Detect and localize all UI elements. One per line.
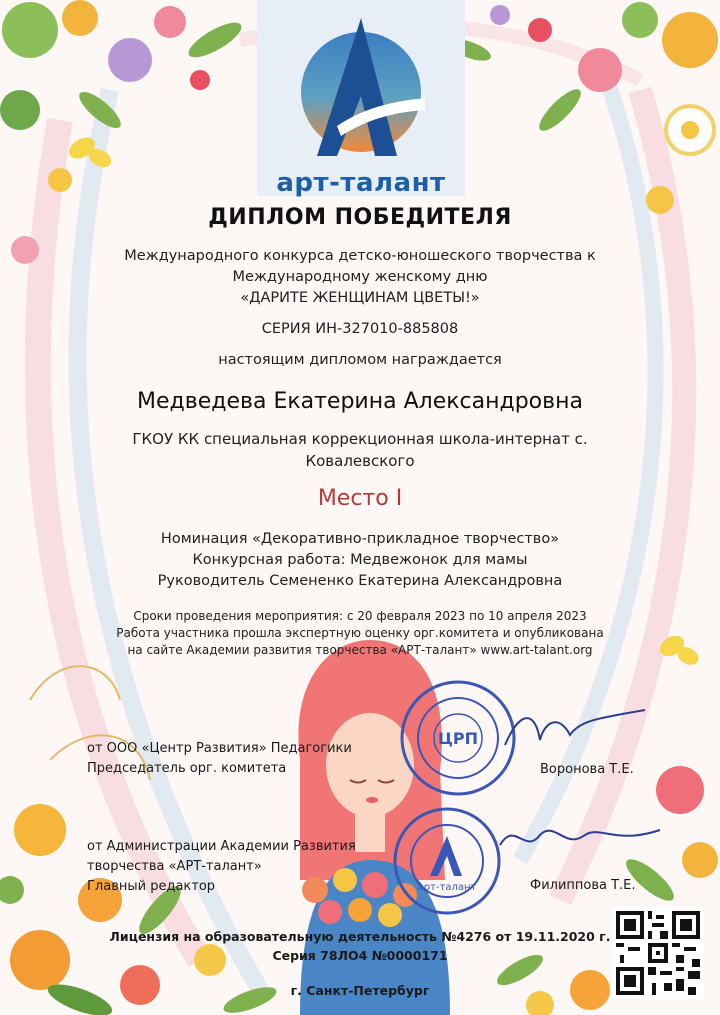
- qr-code-icon: [612, 907, 704, 999]
- stamp-art-talant-icon: [392, 806, 502, 916]
- stamp-art-talant-text: арт-талант: [417, 882, 477, 893]
- contest-line-3: «ДАРИТЕ ЖЕНЩИНАМ ЦВЕТЫ!»: [240, 290, 480, 306]
- contest-line-2: Международному женскому дню: [232, 269, 488, 285]
- place-award: Место I: [317, 486, 403, 511]
- signer-filippova: Филиппова Т.Е.: [530, 878, 636, 893]
- diploma-title: ДИПЛОМ ПОБЕДИТЕЛЯ: [208, 205, 512, 230]
- signature-block-first: [87, 739, 352, 779]
- organization-line-1: ГКОУ КК специальная коррекционная школа-интернат с.: [132, 430, 588, 448]
- nomination: Номинация «Декоративно-прикладное творчество»: [160, 531, 560, 547]
- license-series: Серия 78ЛО4 №0000171: [272, 948, 448, 963]
- review-line-1: Работа участника прошла экспертную оценку орг.комитета и опубликована: [116, 626, 604, 640]
- qr-code[interactable]: [612, 907, 704, 999]
- review-line-2: на сайте Академии развития творчества «АРТ-талант» www.art-talant.org: [127, 643, 593, 657]
- signature-filippova-icon: [495, 815, 665, 865]
- contest-work: Конкурсная работа: Медвежонок для мамы: [192, 552, 528, 568]
- art-talant-logo: [257, 0, 465, 196]
- awarded-text: настоящим дипломом награждается: [218, 352, 502, 368]
- work-details: [0, 529, 720, 592]
- signature-first-line-2: Председатель орг. комитета: [87, 761, 287, 776]
- signature-first-line-1: от ООО «Центр Развития» Педагогики: [87, 741, 352, 756]
- series-number: СЕРИЯ ИН-327010-885808: [261, 321, 459, 337]
- organization-line-2: Ковалевского: [305, 452, 415, 470]
- signature-voronova-icon: [500, 700, 650, 760]
- event-dates: Сроки проведения мероприятия: с 20 февраля 2023 по 10 апреля 2023: [133, 609, 587, 623]
- signer-voronova: Воронова Т.Е.: [540, 762, 634, 777]
- signature-second-line-3: Главный редактор: [87, 879, 216, 894]
- contest-line-1: Международного конкурса детско-юношеского творчества к: [124, 248, 596, 264]
- signature-second-line-2: творчества «АРТ-талант»: [87, 859, 262, 874]
- event-info: [0, 608, 720, 659]
- license-line: Лицензия на образовательную деятельность №4276 от 19.11.2020 г.: [109, 929, 611, 944]
- city: г. Санкт-Петербург: [290, 983, 430, 998]
- organization: [0, 428, 720, 472]
- winner-name: Медведева Екатерина Александровна: [137, 389, 583, 414]
- logo-emblem-icon: [297, 6, 425, 166]
- logo-brand-text: арт-талант: [276, 168, 446, 198]
- signature-second-line-1: от Администрации Академии Развития: [87, 839, 356, 854]
- signature-block-second: [87, 837, 356, 897]
- leader: Руководитель Семененко Екатерина Александровна: [157, 573, 563, 589]
- stamp-crp-text: ЦРП: [438, 729, 478, 748]
